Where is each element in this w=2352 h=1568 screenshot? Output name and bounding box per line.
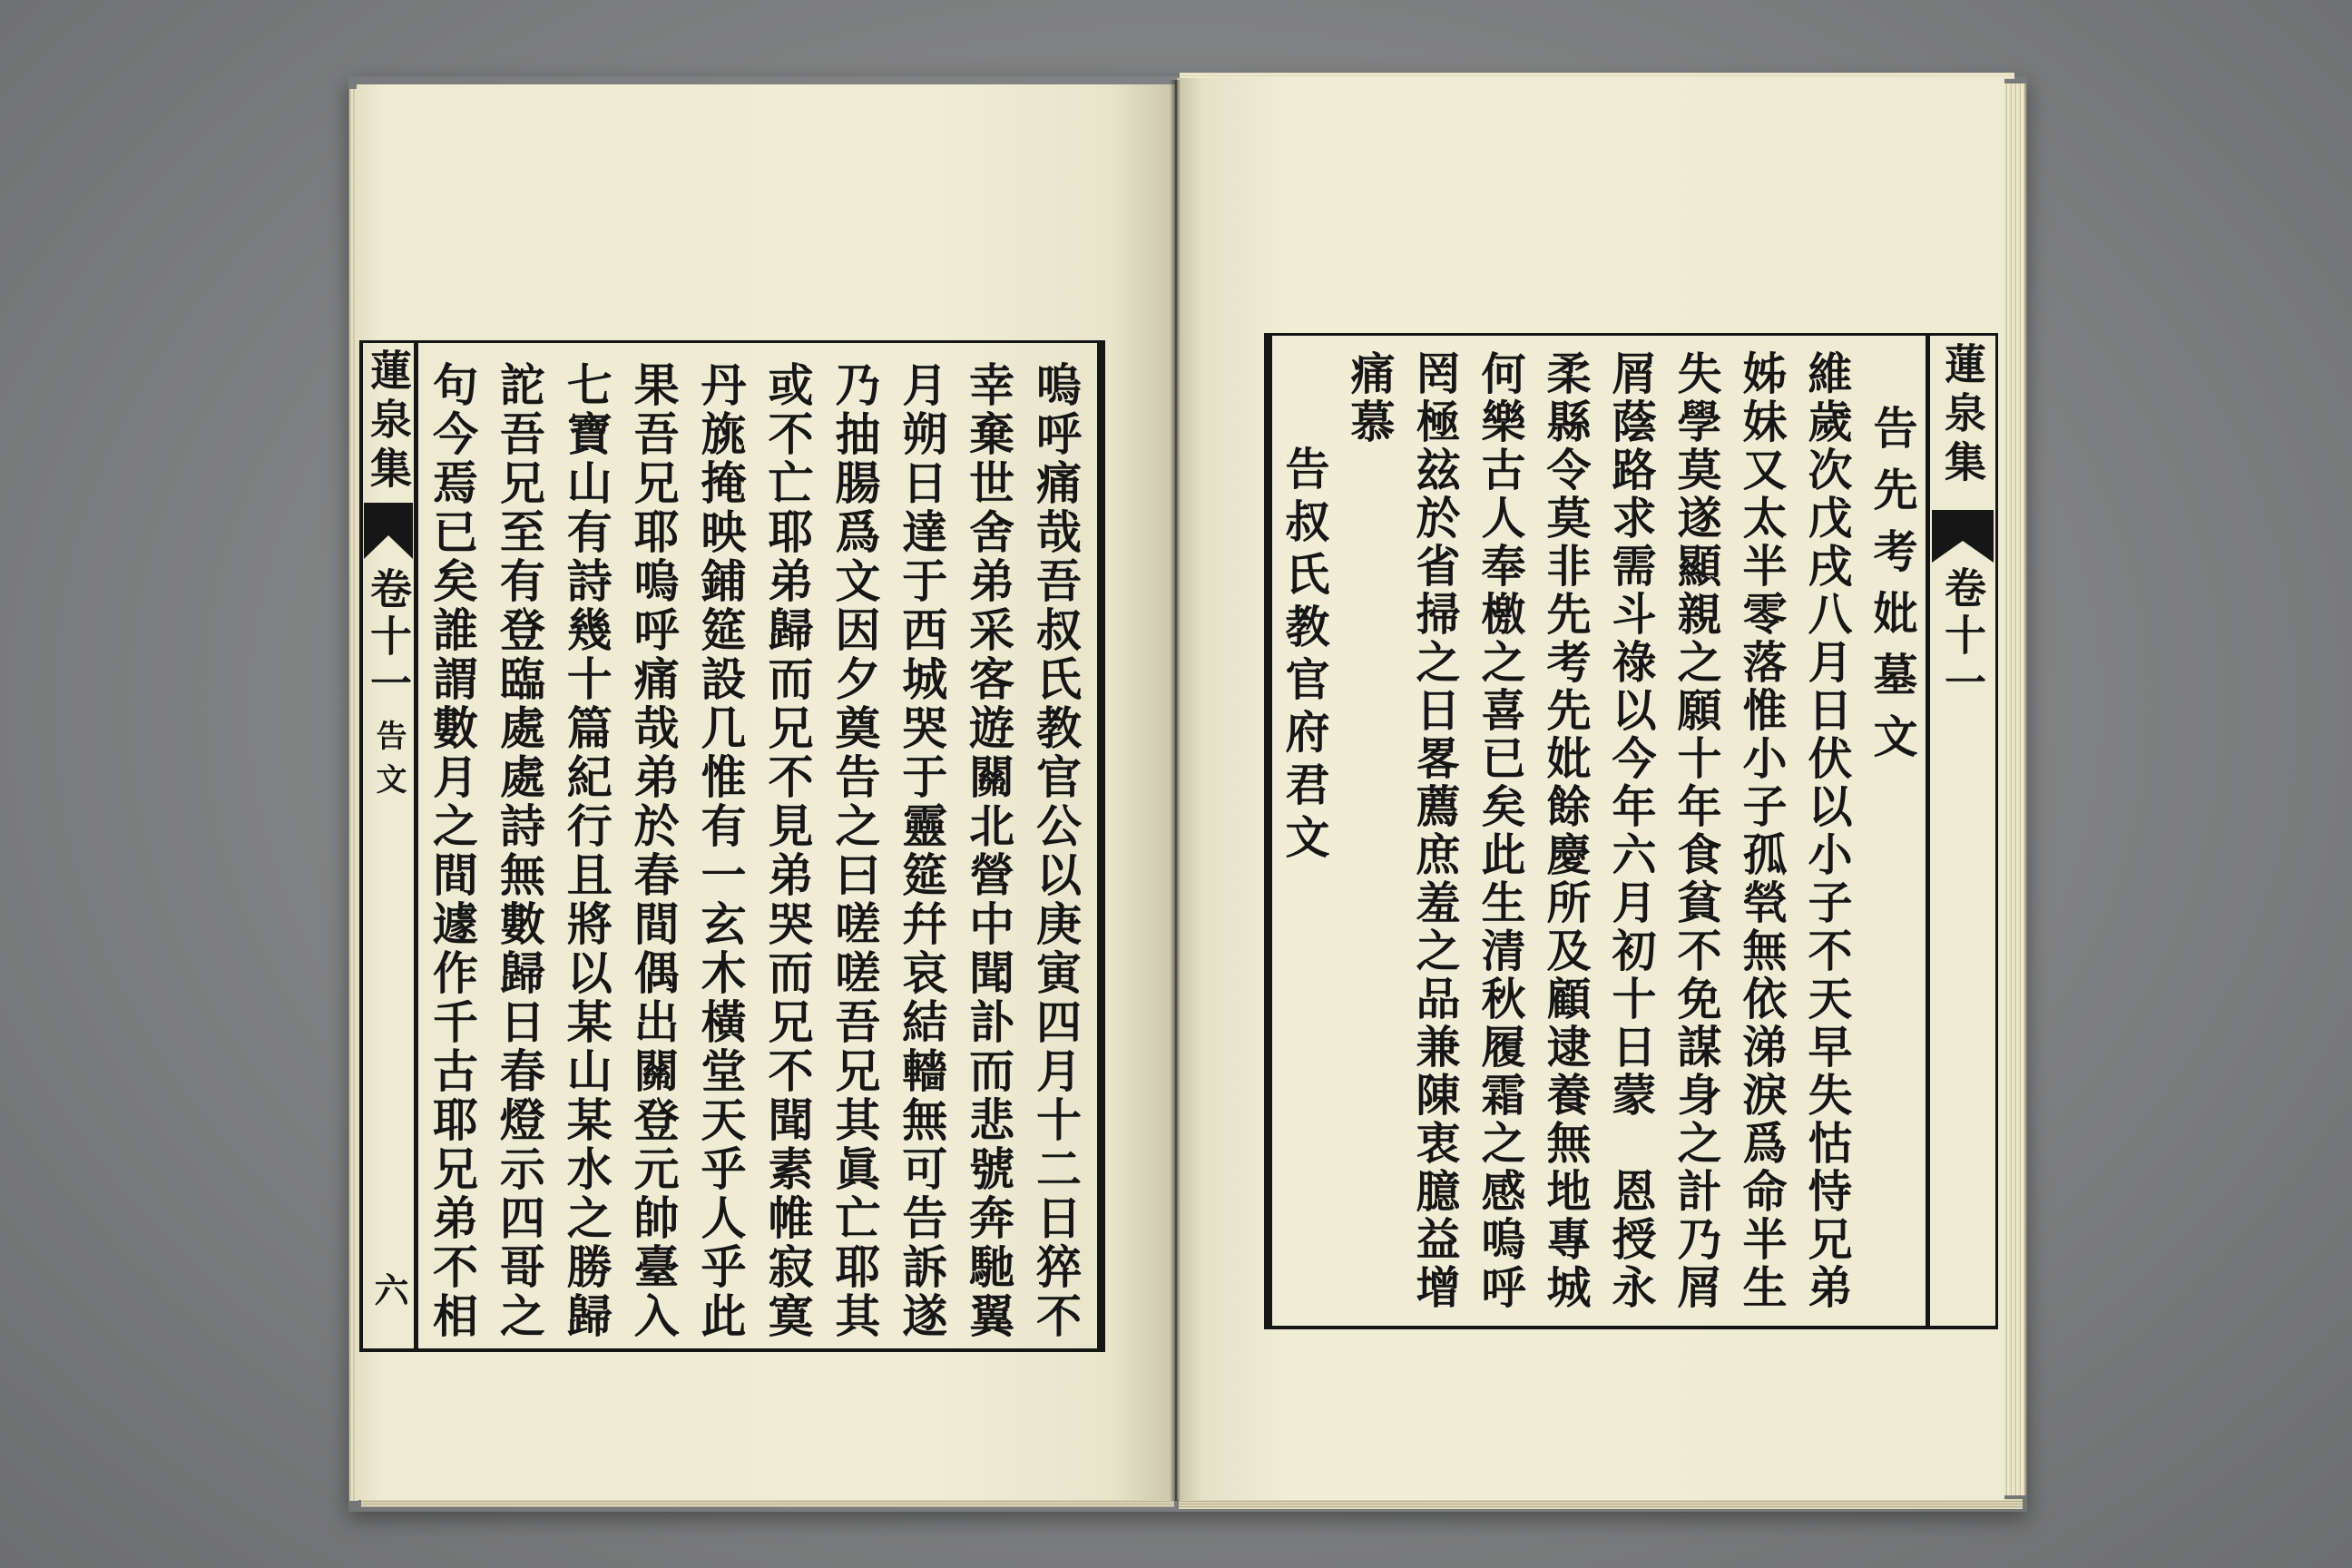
text-column: 痛慕 [1344,350,1396,446]
text-column: 果吾兄耶嗚呼痛哉弟於春間偶出關登元帥臺入 [626,361,681,1341]
text-column: 或不亡耶弟歸而兄不見弟哭而兄不聞素帷寂寞 [760,361,815,1341]
fold-column [363,343,414,1348]
text-column: 失學莫遂顯親之願十年食貧不免謀身之計乃屑 [1671,350,1723,1312]
left-page-frame [359,340,1105,1352]
essay-title: 告先考妣墓文 [1867,405,1919,775]
text-column: 乃抽腸爲文因夕奠告之曰嗟嗟吾兄其眞亡耶其 [828,361,882,1341]
right-page-edge-stack [2004,83,2026,1495]
text-column: 七寶山有詩幾十篇紀行且將以某山某水之勝歸 [559,361,613,1341]
text-column: 月朔日達于西城哭于靈筵幷哀結轖無可告訴遂 [895,361,949,1341]
text-column: 句今焉已矣誰謂數月之間遽作千古耶兄弟不相 [425,361,479,1341]
text-column: 罔極玆於省掃之日畧薦庶羞之品兼陳衷臆益增 [1409,350,1462,1312]
section-label: 告文 [370,720,407,807]
fishtail-mark-icon [1932,510,1994,563]
text-column: 柔縣令莫非先考先妣餘慶所及顧逮養無地專城 [1540,350,1592,1312]
right-page-frame [1264,333,1998,1329]
text-column: 丹旐掩映鋪筵設几惟有一玄木橫堂天乎人乎此 [693,361,748,1341]
left-page-bottom-edge [361,1499,1174,1507]
essay-title: 告叔氏教官府君文 [1279,446,1331,867]
text-column: 詑吾兄至有登臨處處詩無數歸日春燈示四哥之 [492,361,546,1341]
page-number: 六 [368,1272,409,1307]
text-column: 幸棄世舍弟采客遊關北營中聞訃而悲號奔馳翼 [962,361,1016,1341]
text-column: 屑蔭路求需斗祿以今年六月初十日蒙 恩授永 [1605,350,1658,1312]
book-title: 蓮泉集 [364,348,413,495]
volume-label: 卷十一 [1938,566,1987,708]
fishtail-mark-icon [364,503,413,559]
fold-column [1930,336,1995,1326]
text-column: 何樂古人奉檄之喜已矣此生清秋履霜之感嗚呼 [1475,350,1527,1312]
text-column: 嗚呼痛哉吾叔氏教官公以庚寅四月十二日猝不 [1029,361,1083,1341]
volume-label: 卷十一 [364,567,413,709]
book-title: 蓮泉集 [1938,342,1987,489]
left-page-text-area [418,343,1089,1348]
right-page-bottom-edge [1179,1499,2023,1509]
right-page-text-area [1272,336,1926,1326]
text-column: 維歲次戊戌八月日伏以小子不天早失怙恃兄弟 [1801,350,1854,1312]
gutter-shadow [1170,80,1181,1501]
text-column: 姊妹又太半零落惟小子孤煢無依涕淚爲命半生 [1736,350,1788,1312]
